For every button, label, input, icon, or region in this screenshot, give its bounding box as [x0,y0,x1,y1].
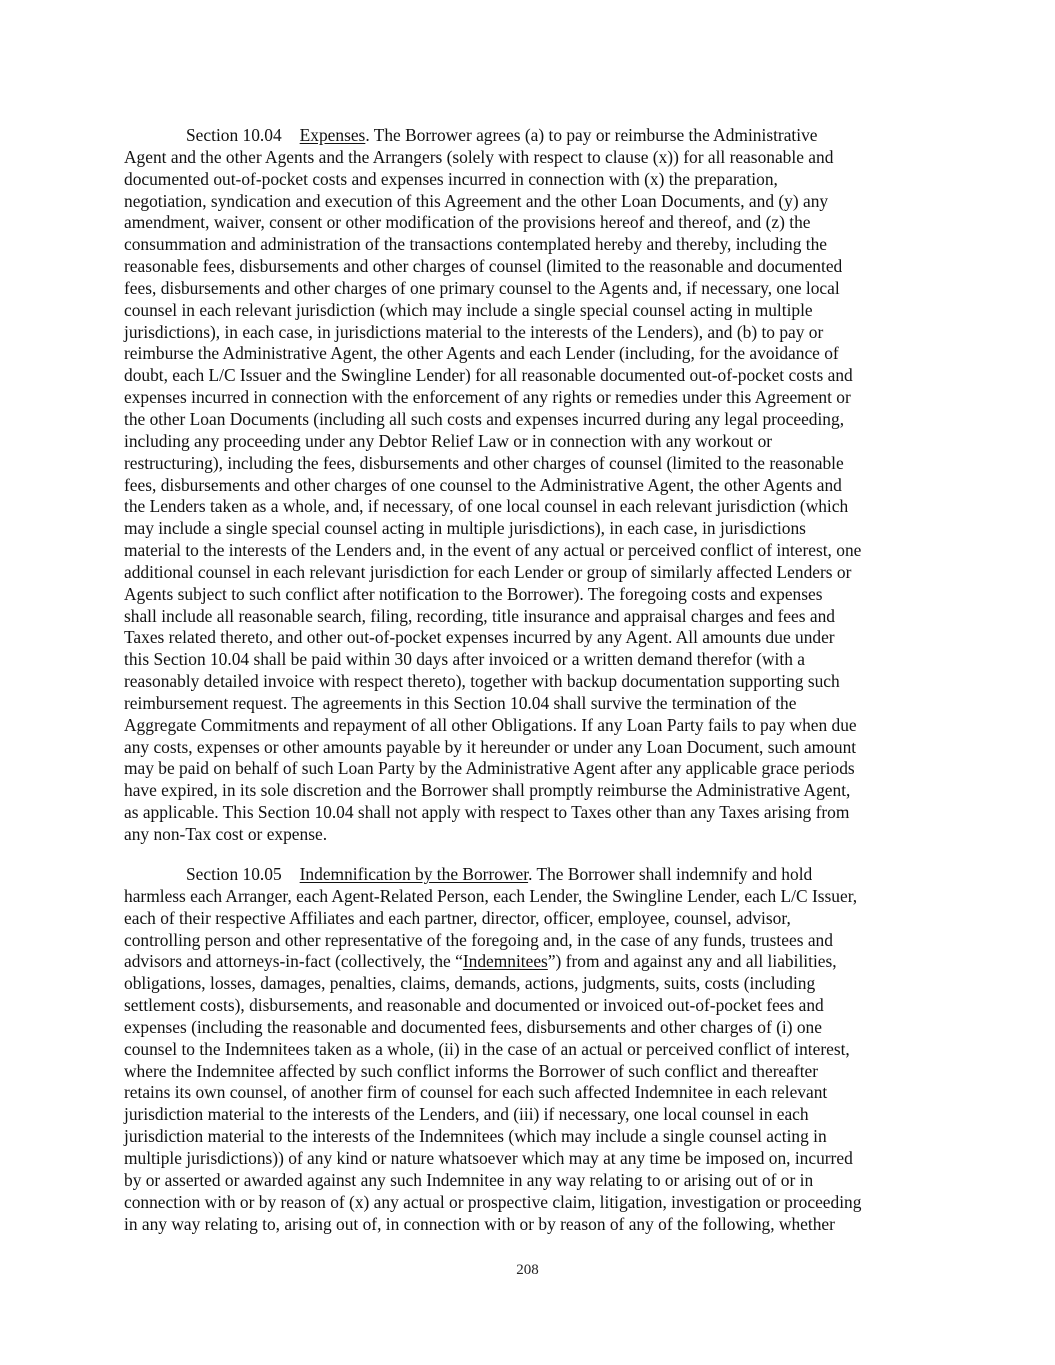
section-10-04-body-line: the other Loan Documents (including all such costs and expenses incurred during any legal proceeding, [124,408,845,429]
section-10-04-body [124,147,932,846]
section-10-05-heading: Indemnification by the Borrower [299,864,529,884]
section-10-04-body-line: may be paid on behalf of such Loan Party by the Administrative Agent after any applicable grace periods [124,758,855,779]
section-10-04-body-line: counsel in each relevant jurisdiction (which may include a single special counsel acting in multiple [124,299,813,320]
section-10-04-body-line: consummation and administration of the transactions contemplated hereby and thereby, including the [124,234,827,255]
page-number: 208 [516,1262,539,1278]
section-10-04-body-line: shall include all reasonable search, filing, recording, title insurance and appraisal charges and fees and [124,605,835,626]
section-10-05-body-start [124,886,932,952]
section-10-05-body-line: settlement costs), disbursements, and reasonable and documented or invoiced out-of-pocket fees and [124,995,824,1016]
defined-term-line [124,951,932,973]
section-10-05-body-line: expenses (including the reasonable and documented fees, disbursements and other charges of (i) one [124,1016,822,1037]
section-10-04-body-line: fees, disbursements and other charges of one counsel to the Administrative Agent, the other Agents and [124,474,842,495]
section-10-05-body-line: retains its own counsel, of another firm of counsel for each such affected Indemnitee in each relevant [124,1082,828,1103]
defined-term-indemnitees: Indemnitees [462,951,548,972]
section-10-05-body-line: multiple jurisdictions)) of any kind or nature whatsoever which may at any time be imposed on, incurred [124,1147,853,1168]
section-10-05-body-line: jurisdiction material to the interests of the Indemnitees (which may include a single counsel acting in [124,1126,827,1147]
defined-term-suffix: ”) from and against any and all liabilities, [547,951,837,972]
section-10-04-body-line: negotiation, syndication and execution of this Agreement and the other Loan Documents, and (y) any [124,190,829,211]
section-10-04-body-line: fees, disbursements and other charges of one primary counsel to the Agents and, if necessary, one local [124,277,840,298]
section-10-04-body-line: expenses incurred in connection with the enforcement of any rights or remedies under this Agreement or [124,387,851,408]
section-10-05-body-line: harmless each Arranger, each Agent-Related Person, each Lender, the Swingline Lender, each L/C Issuer, [124,885,858,906]
section-10-04-body-line: additional counsel in each relevant jurisdiction for each Lender or group of similarly affected Lenders or [124,561,852,582]
section-10-04-first-line-text: . The Borrower agrees (a) to pay or reimburse the Administrative [365,125,818,145]
section-10-04-body-line: Aggregate Commitments and repayment of all other Obligations. If any Loan Party fails to pay when due [124,714,857,735]
section-10-04-body-line: jurisdictions), in each case, in jurisdictions material to the interests of the Lenders), and (b) to pay or [124,321,824,342]
section-10-05-body-line: obligations, losses, damages, penalties, claims, demands, actions, judgments, suits, costs (including [124,973,816,994]
section-10-04-body-line: have expired, in its sole discretion and the Borrower shall promptly reimburse the Administrative Agent, [124,780,851,801]
section-10-04-body-line: material to the interests of the Lenders and, in the event of any actual or perceived conflict of interest, one [124,540,862,561]
section-10-04-body-line: Agent and the other Agents and the Arrangers (solely with respect to clause (x)) for all reasonable and [124,146,834,167]
defined-term-prefix: advisors and attorneys-in-fact (collectively, the “ [124,951,463,972]
section-10-04-body-line: reimburse the Administrative Agent, the other Agents and each Lender (including, for the avoidance of [124,343,839,364]
section-10-04-body-line: reimbursement request. The agreements in this Section 10.04 shall survive the termination of the [124,692,797,713]
section-10-04-body-line: the Lenders taken as a whole, and, if necessary, of one local counsel in each relevant jurisdiction (which [124,496,849,517]
section-10-04-body-line: including any proceeding under any Debtor Relief Law or in connection with any workout or [124,430,773,451]
section-10-04-first-line [124,125,932,147]
section-10-04-body-line: as applicable. This Section 10.04 shall not apply with respect to Taxes other than any Taxes arising from [124,802,850,823]
section-10-04-number: Section 10.04 [186,125,282,145]
section-10-05-body-line: controlling person and other representative of the foregoing and, in the case of any funds, trustees and [124,929,833,950]
section-10-05-body-line: each of their respective Affiliates and each partner, director, officer, employee, counsel, advisor, [124,907,791,928]
section-10-04-paragraph [124,125,932,846]
section-10-04-body-line: this Section 10.04 shall be paid within 30 days after invoiced or a written demand therefor (with a [124,649,805,670]
section-10-05-body-rest [124,973,932,1235]
section-10-04-body-line: amendment, waiver, consent or other modification of the provisions hereof and thereof, and (z) the [124,212,811,233]
section-10-04-body-line: restructuring), including the fees, disbursements and other charges of counsel (limited to the reasonable [124,452,844,473]
section-10-05-body-line: counsel to the Indemnitees taken as a whole, (ii) in the case of an actual or perceived conflict of interest, [124,1038,850,1059]
section-10-05-body-line: by or asserted or awarded against any such Indemnitee in any way relating to or arising out of or in [124,1169,814,1190]
section-10-04-body-line: any costs, expenses or other amounts payable by it hereunder or under any Loan Document, such amount [124,736,857,757]
section-10-05-body-line: jurisdiction material to the interests of the Lenders, and (iii) if necessary, one local counsel in each [124,1104,809,1125]
section-10-05-body-line: where the Indemnitee affected by such conflict informs the Borrower of such conflict and thereafter [124,1060,819,1081]
section-10-04-body-line: Agents subject to such conflict after notification to the Borrower). The foregoing costs and expenses [124,583,823,604]
section-10-04-body-line: documented out-of-pocket costs and expenses incurred in connection with (x) the preparation, [124,168,778,189]
section-10-04-body-line: reasonably detailed invoice with respect thereto), together with backup documentation supporting such [124,671,840,692]
section-10-04-body-line: any non-Tax cost or expense. [124,824,328,844]
section-10-04-heading: Expenses [299,125,366,145]
section-10-05-first-line-text: . The Borrower shall indemnify and hold [528,864,813,884]
section-10-04-body-line: Taxes related thereto, and other out-of-pocket expenses incurred by any Agent. All amounts due under [124,627,835,648]
section-10-04-body-line: reasonable fees, disbursements and other charges of counsel (limited to the reasonable and documented [124,256,843,277]
section-10-05-first-line [124,864,932,886]
section-10-04-body-line: may include a single special counsel acting in multiple jurisdictions), in each case, in jurisdictions [124,518,806,539]
section-10-05-number: Section 10.05 [186,864,282,884]
section-10-05-body-line: connection with or by reason of (x) any actual or prospective claim, litigation, investigation or proceeding [124,1191,862,1212]
section-10-05-body-line: in any way relating to, arising out of, in connection with or by reason of any of the following, whether [124,1213,835,1234]
section-10-04-body-line: doubt, each L/C Issuer and the Swingline Lender) for all reasonable documented out-of-pocket costs and [124,365,853,386]
section-10-05-paragraph [124,864,932,1235]
